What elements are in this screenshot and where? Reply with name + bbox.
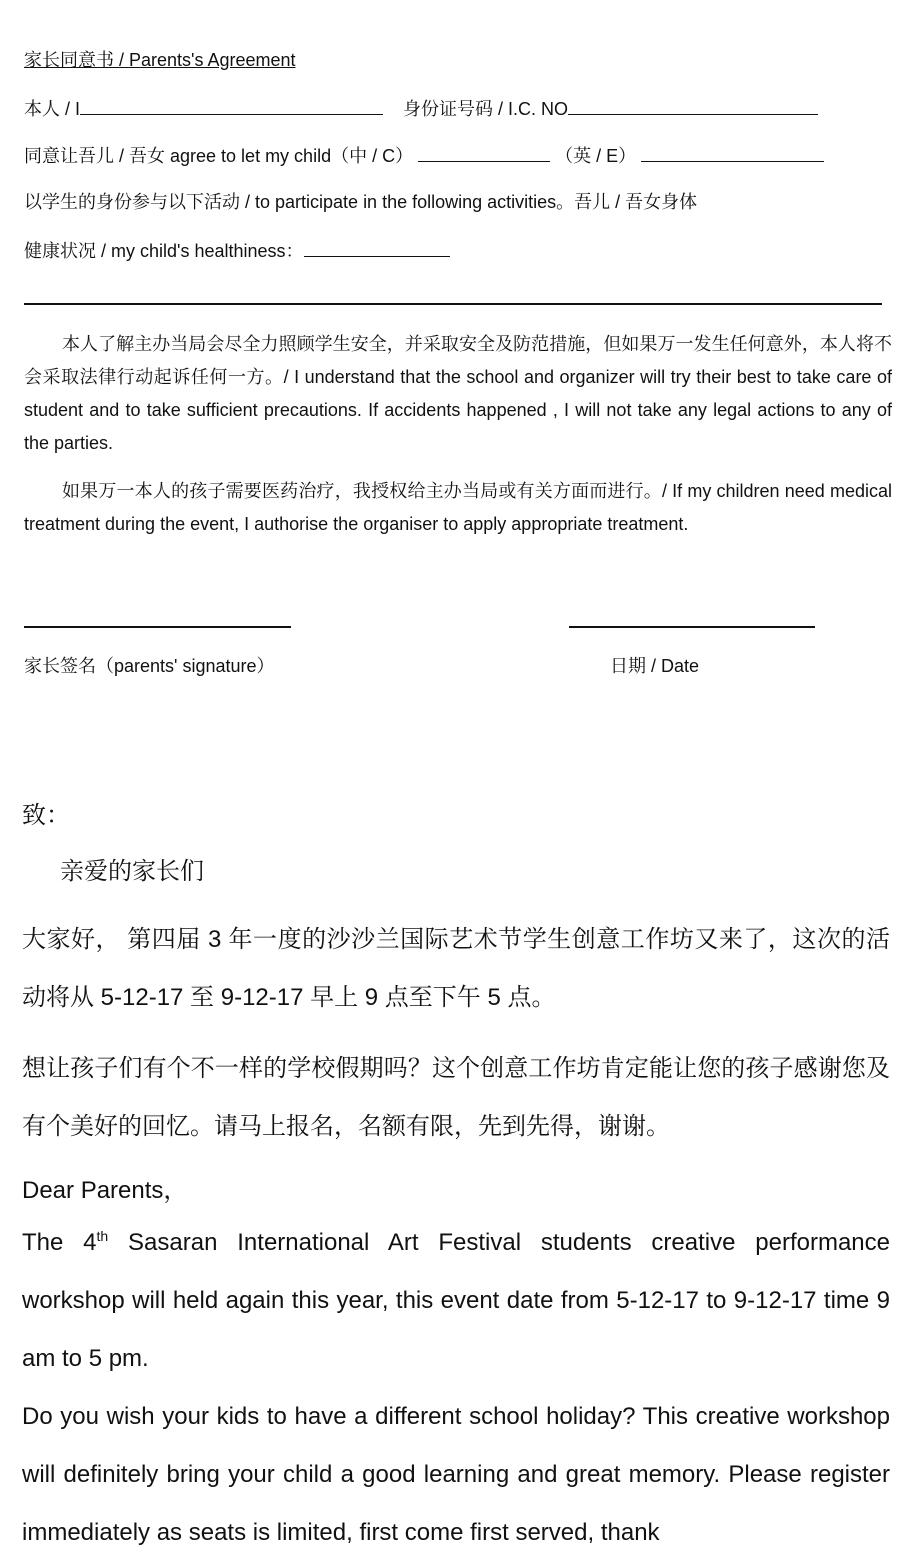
letter-paragraph-en-1 xyxy=(22,1214,890,1388)
letter-paragraph-cn-2: 想让孩子们有个不一样的学校假期吗？这个创意工作坊肯定能让您的孩子感谢您及有个美好的回忆。请马上报名，名额有限，先到先得，谢谢。 xyxy=(22,1055,890,1140)
para-en1-start: The 4 xyxy=(22,1229,97,1256)
medical-paragraph: 如果万一本人的孩子需要医药治疗，我授权给主办当局或有关方面而进行。/ If my children need medical treatment during the event, I authorise the organiser to apply appropriate treatment. xyxy=(24,481,892,534)
name-line xyxy=(24,96,818,120)
child-english-name-field[interactable] xyxy=(641,143,824,162)
health-extra-line[interactable] xyxy=(24,303,882,305)
health-label: 健康状况 / my child's healthiness： xyxy=(24,241,304,261)
date-label: 日期 / Date xyxy=(610,656,700,676)
ic-label: 身份证号码 / I.C. NO xyxy=(403,99,569,119)
activities-line: 以学生的身份参与以下活动 / to participate in the following activities。吾儿 / 吾女身体 xyxy=(24,192,698,212)
ic-field[interactable] xyxy=(568,96,818,115)
agreement-title: 家长同意书 / Parents's Agreement xyxy=(24,50,296,70)
name-label: 本人 / I xyxy=(24,99,81,119)
child-chinese-name-field[interactable] xyxy=(418,143,550,162)
health-field[interactable] xyxy=(304,238,450,257)
signature-label: 家长签名（parents' signature） xyxy=(24,656,275,676)
letter-greeting-en: Dear Parents， xyxy=(22,1177,188,1204)
health-line xyxy=(24,238,450,262)
para-en1-rest: Sasaran International Art Festival students creative performance workshop will held again this year, this event date from 5-12-17 to 9-12-17 time 9 am to 5 pm. xyxy=(22,1229,890,1372)
letter-greeting-cn: 亲爱的家长们 xyxy=(60,858,204,885)
ordinal-suffix: th xyxy=(96,1228,109,1244)
letter-paragraph-cn-1: 大家好， 第四届 3 年一度的沙沙兰国际艺术节学生创意工作坊又来了，这次的活动将从 5-12-17 至 9-12-17 早上 9 点至下午 5 点。 xyxy=(22,926,890,1011)
child-chinese-label: 同意让吾儿 / 吾女 agree to let my child（中 / C） xyxy=(24,146,414,166)
signature-line[interactable] xyxy=(24,626,291,628)
letter-paragraph-en-2: Do you wish your kids to have a different school holiday? This creative workshop will definitely bring your child a good learning and great memory. Please register immediately as seats is limited, first come first served, thank xyxy=(22,1403,890,1546)
child-line xyxy=(24,143,824,167)
liability-paragraph: 本人了解主办当局会尽全力照顾学生安全，并采取安全及防范措施，但如果万一发生任何意外，本人将不会采取法律行动起诉任何一方。/ I understand that the school and organizer will try their best to take care of student and to take sufficient precautions. If accidents happened , I will not take any legal actions to any of the parties. xyxy=(24,334,892,453)
child-english-label: （英 / E） xyxy=(555,146,637,166)
letter-to: 致： xyxy=(22,802,70,829)
name-field[interactable] xyxy=(80,96,383,115)
date-line[interactable] xyxy=(569,626,815,628)
